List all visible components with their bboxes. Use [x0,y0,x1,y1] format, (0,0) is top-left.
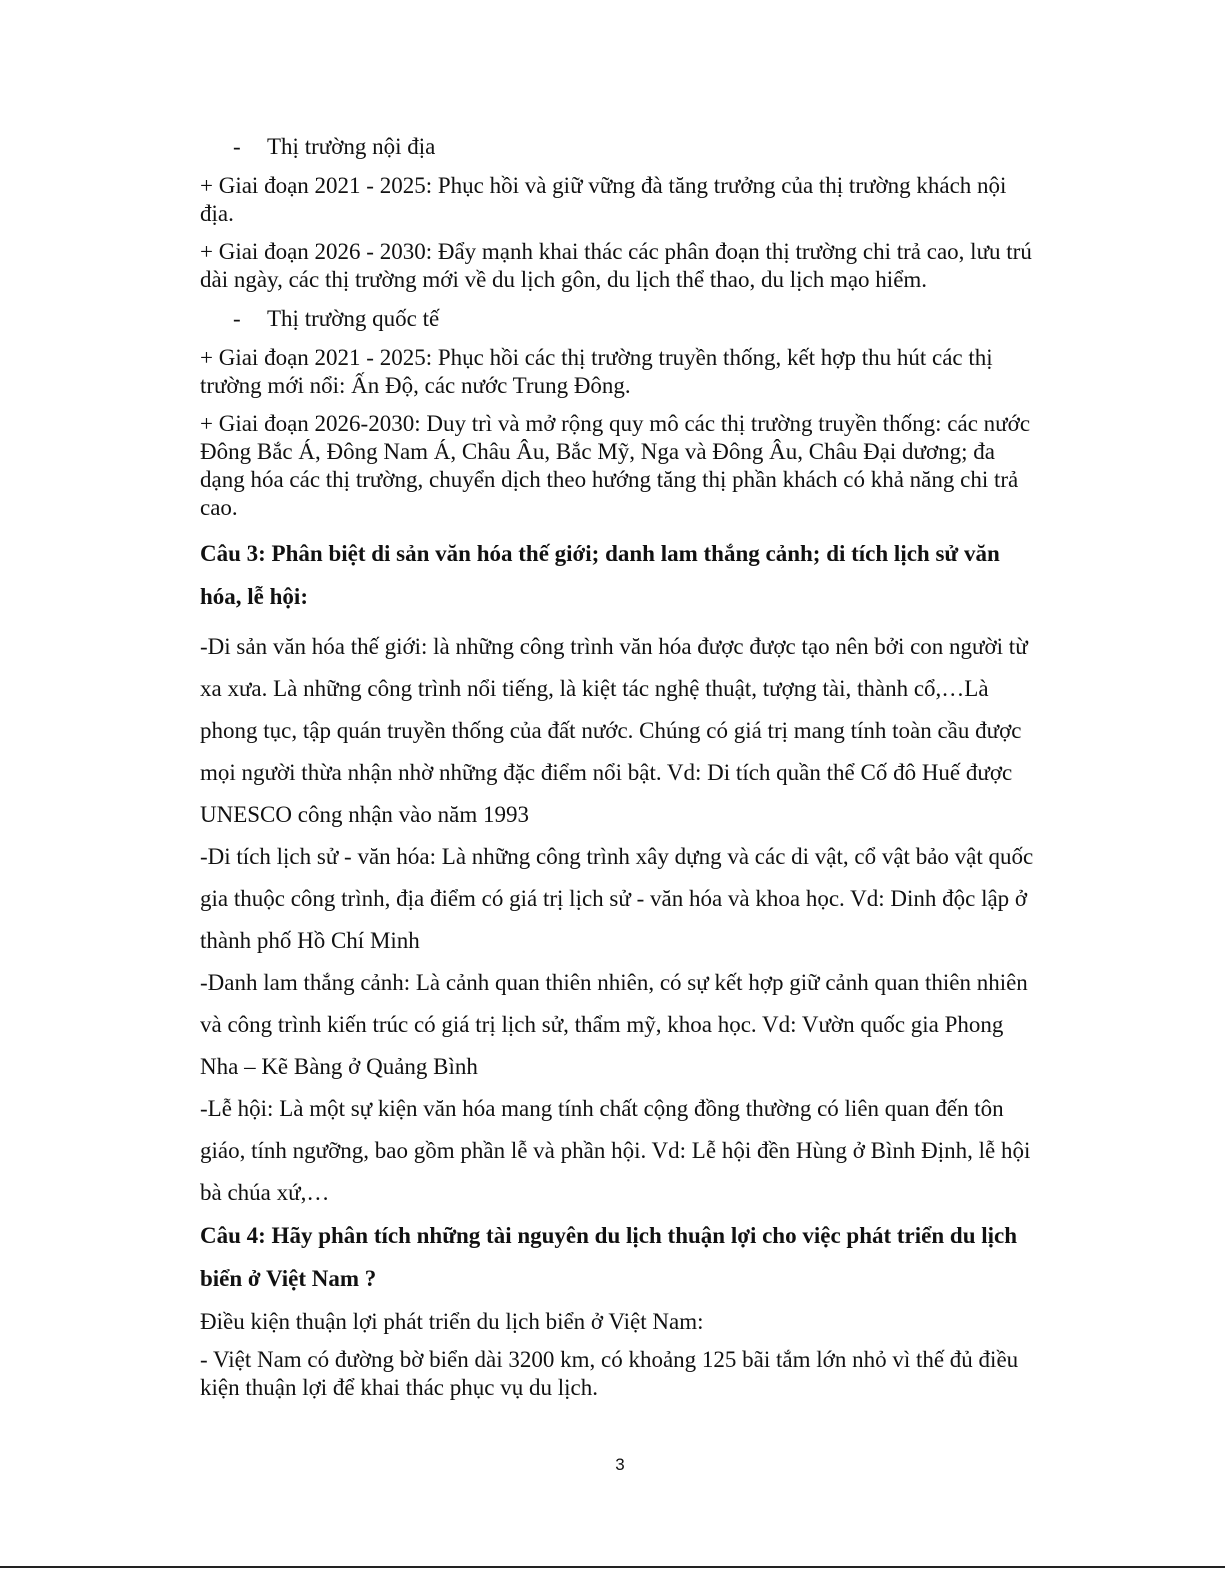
q3-historical-relic: -Di tích lịch sử - văn hóa: Là những công trình xây dựng và các di vật, cổ vật bảo vật quốc gia thuộc công trình, địa điểm có giá trị lịch sử - văn hóa và khoa học. Vd: Dinh độc lập ở thành phố Hồ Chí Minh [200,844,1034,953]
q3-scenic-spot: -Danh lam thắng cảnh: Là cảnh quan thiên nhiên, có sự kết hợp giữ cảnh quan thiên nhiên và công trình kiến trúc có giá trị lịch sử, thẩm mỹ, khoa học. Vd: Vườn quốc gia Phong Nha – Kẽ Bàng ở Quảng Bình [200,970,1028,1079]
question-4-heading: Câu 4: Hãy phân tích những tài nguyên du lịch thuận lợi cho việc phát triển du lịch biển ở Việt Nam ? [200,1223,1018,1291]
q3-festival: -Lễ hội: Là một sự kiện văn hóa mang tính chất cộng đồng thường có liên quan đến tôn giáo, tính ngưỡng, bao gồm phần lễ và phần hội. Vd: Lễ hội đền Hùng ở Bình Định, lễ hội bà chúa xứ,… [200,1096,1031,1205]
q4-intro: Điều kiện thuận lợi phát triển du lịch biển ở Việt Nam: [200,1309,704,1334]
bullet-dash: - [233,306,241,331]
domestic-period-2026: + Giai đoạn 2026 - 2030: Đẩy mạnh khai thác các phân đoạn thị trường chi trả cao, lưu trú dài ngày, các thị trường mới về du lịch gôn, du lịch thể thao, du lịch mạo hiểm. [200,239,1032,292]
bullet-domestic-market [200,132,1040,162]
bullet-international-market [200,304,1040,334]
page-bottom-rule [0,1566,1225,1568]
page-number: 3 [615,1455,625,1474]
international-period-2026: + Giai đoạn 2026-2030: Duy trì và mở rộng quy mô các thị trường truyền thống: các nước Đông Bắc Á, Đông Nam Á, Châu Âu, Bắc Mỹ, Nga và Đông Âu, Châu Đại dương; đa dạng hóa các thị trường, chuyển dịch theo hướng tăng thị phần khách có khả năng chi trả cao. [200,411,1031,520]
bullet-dash: - [233,134,241,159]
bullet-label: Thị trường nội địa [267,134,436,159]
bullet-label: Thị trường quốc tế [267,306,440,331]
q4-coastline: - Việt Nam có đường bờ biển dài 3200 km, có khoảng 125 bãi tắm lớn nhỏ vì thế đủ điều kiện thuận lợi để khai thác phục vụ du lịch. [200,1347,1019,1400]
domestic-period-2021: + Giai đoạn 2021 - 2025: Phục hồi và giữ vững đà tăng trưởng của thị trường khách nội địa. [200,173,1007,226]
page-content [200,132,1040,1412]
question-3-heading: Câu 3: Phân biệt di sản văn hóa thế giới; danh lam thắng cảnh; di tích lịch sử văn hóa, lễ hội: [200,541,1000,609]
international-period-2021: + Giai đoạn 2021 - 2025: Phục hồi các thị trường truyền thống, kết hợp thu hút các thị trường mới nổi: Ấn Độ, các nước Trung Đông. [200,345,993,398]
q3-world-heritage: -Di sản văn hóa thế giới: là những công trình văn hóa được được tạo nên bởi con người từ xa xưa. Là những công trình nổi tiếng, là kiệt tác nghệ thuật, tượng tài, thành cổ,…Là phong tục, tập quán truyền thống của đất nước. Chúng có giá trị mang tính toàn cầu được mọi người thừa nhận nhờ những đặc điểm nổi bật. Vd: Di tích quần thể Cố đô Huế được UNESCO công nhận vào năm 1993 [200,634,1028,827]
